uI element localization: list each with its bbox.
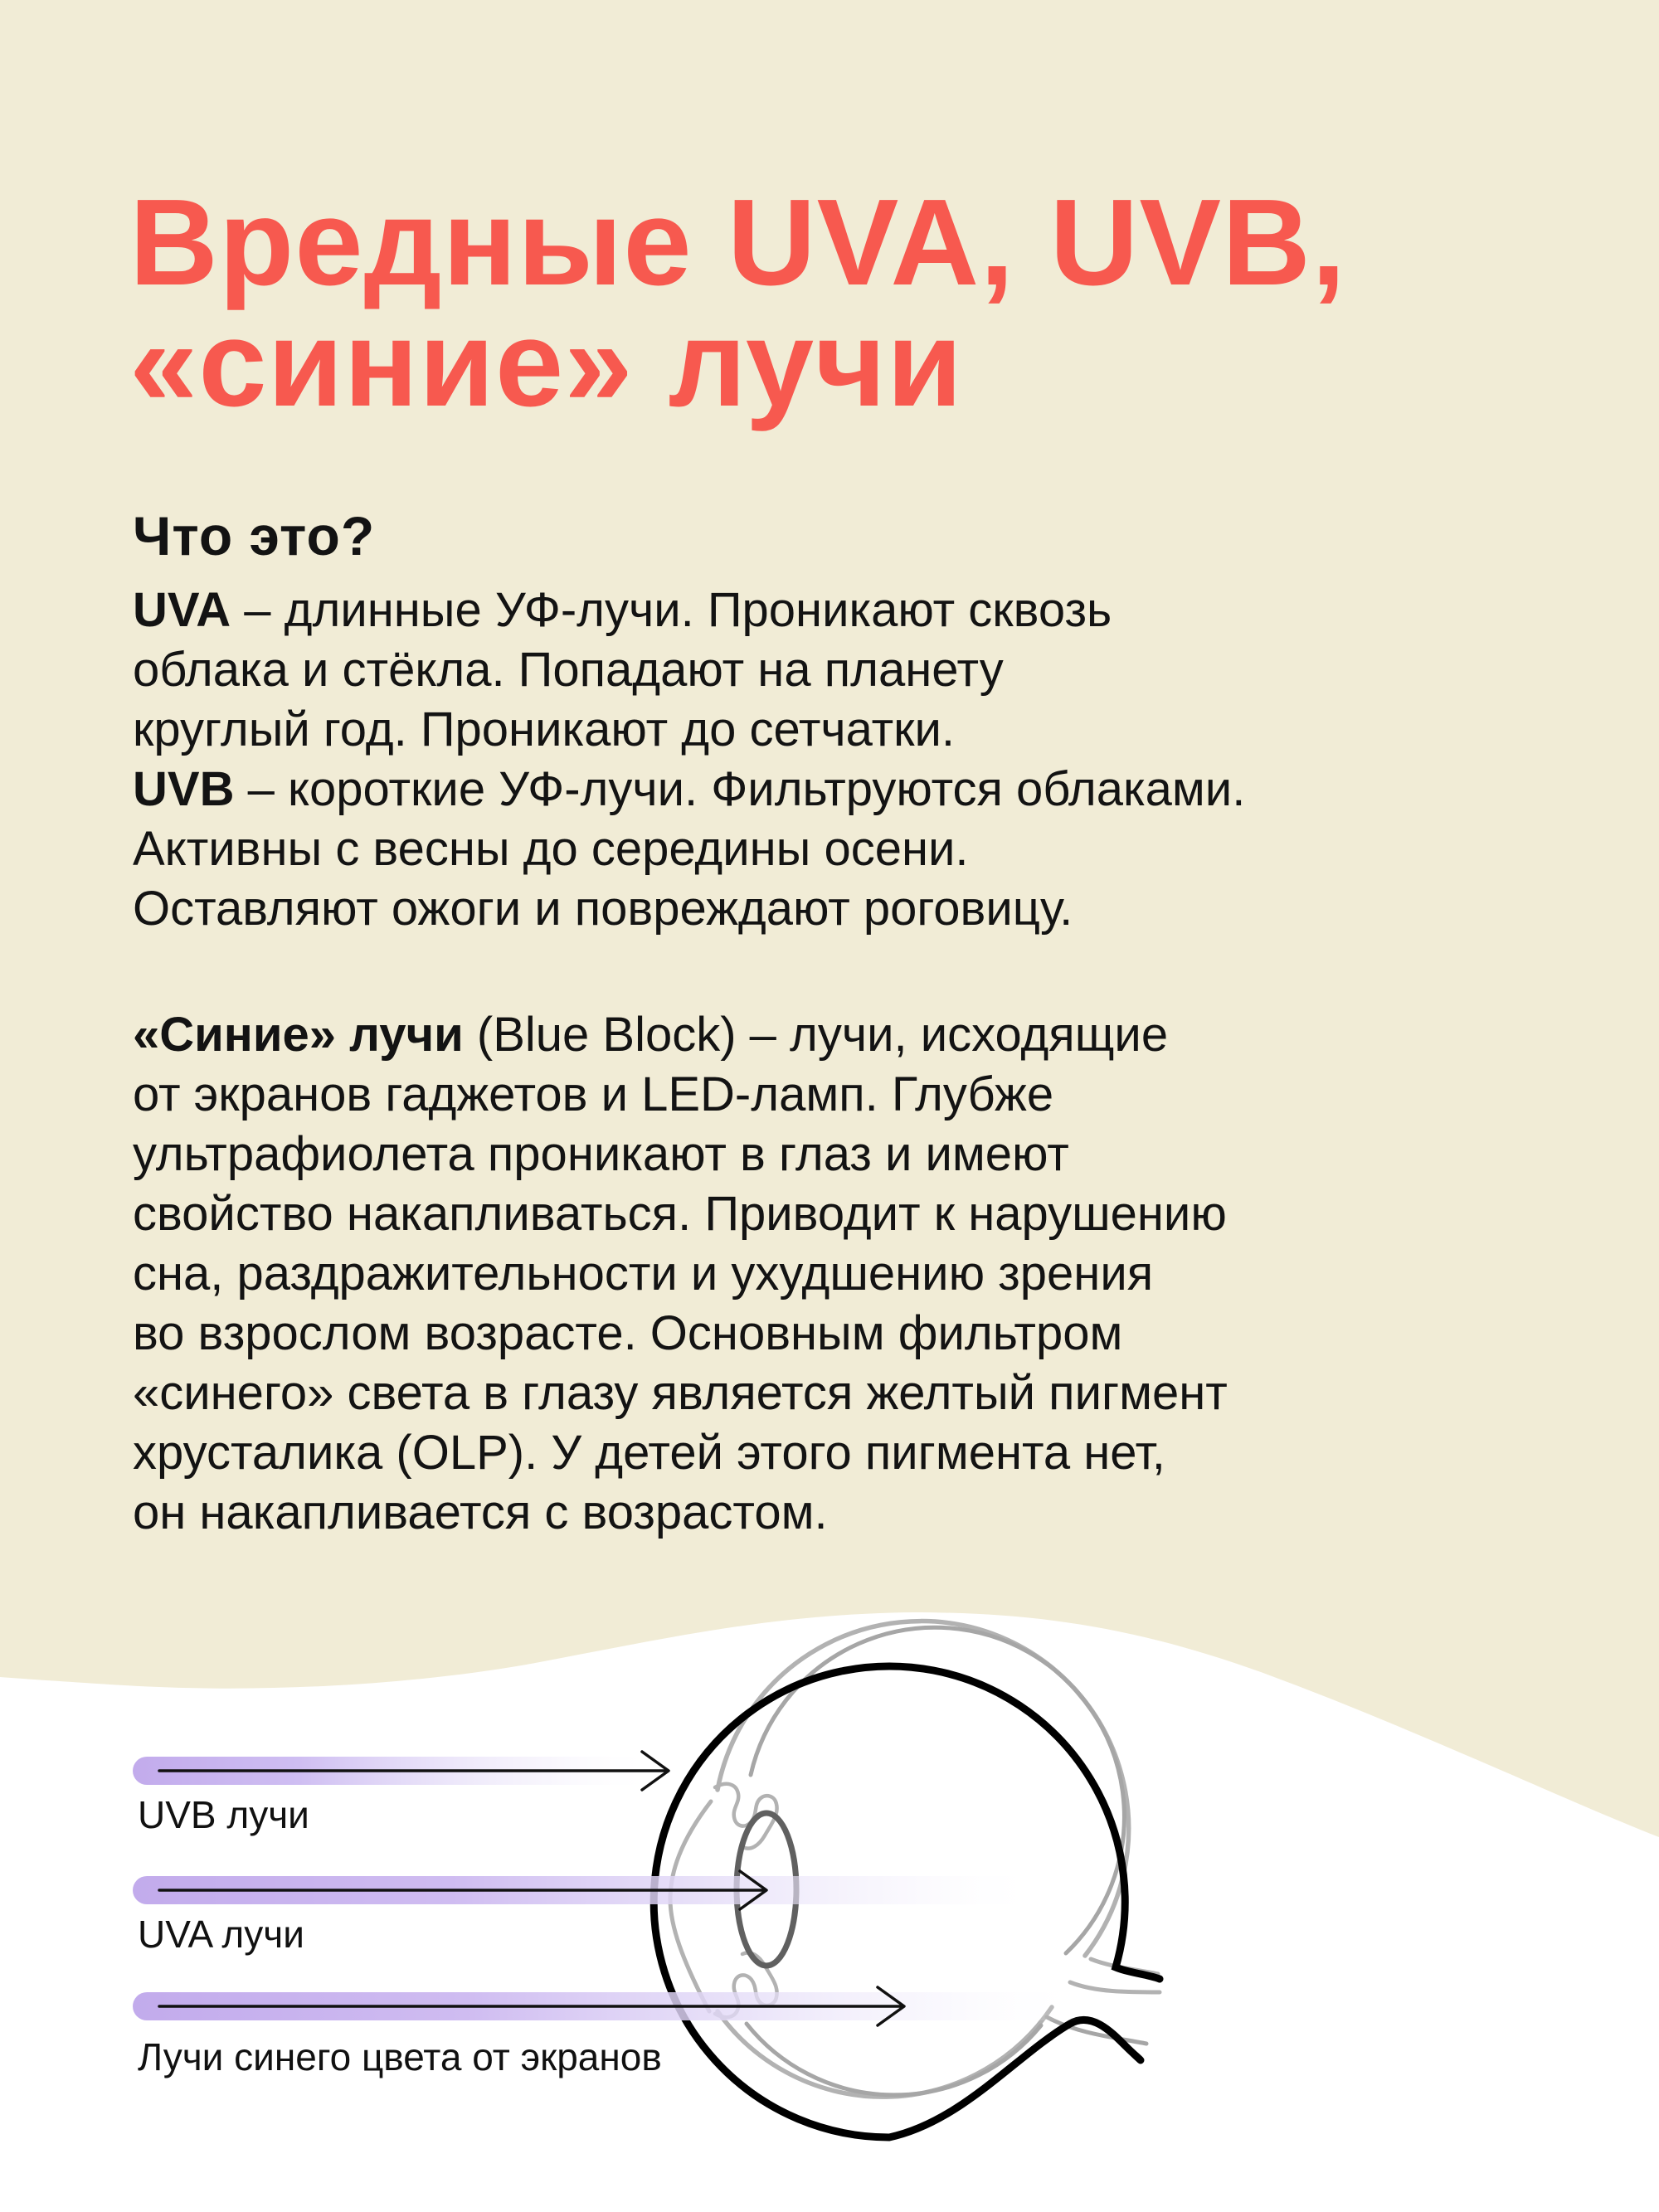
- text-line: UVA – длинные УФ-лучи. Проникают сквозь: [133, 583, 1112, 637]
- eye-diagram: [0, 1576, 1659, 2212]
- text-line: во взрослом возрасте. Основным фильтром: [133, 1306, 1123, 1360]
- text-line: хрусталика (OLP). У детей этого пигмента нет,: [133, 1426, 1165, 1480]
- text-line: Активны с весны до середины осени.: [133, 822, 969, 876]
- text-line: облака и стёкла. Попадают на планету: [133, 643, 1004, 697]
- text-line: от экранов гаджетов и LED-ламп. Глубже: [133, 1067, 1054, 1121]
- page-title: [129, 174, 1347, 432]
- text-line: круглый год. Проникают до сетчатки.: [133, 702, 956, 756]
- bold-term: «Синие» лучи: [133, 1008, 464, 1062]
- text-line: свойство накапливаться. Приводит к нарушению: [133, 1187, 1227, 1241]
- bold-term: UVB: [133, 762, 235, 816]
- eye-retina-inner-bottom: [747, 2024, 1041, 2095]
- paragraph-blue-rays: [133, 1005, 1228, 1543]
- label-uvb-rays: UVB лучи: [138, 1793, 309, 1836]
- title-line-2: «синие» лучи: [129, 295, 964, 432]
- text-line: Оставляют ожоги и повреждают роговицу.: [133, 882, 1073, 936]
- text-line: UVB – короткие УФ-лучи. Фильтруются облаками.: [133, 762, 1246, 816]
- text-line: ультрафиолета проникают в глаз и имеют: [133, 1127, 1069, 1181]
- bold-term: UVA: [133, 583, 231, 637]
- paragraph-uva-uvb: [133, 581, 1245, 939]
- label-uva-rays: UVA лучи: [138, 1913, 304, 1956]
- text-line: он накапливается с возрастом.: [133, 1485, 828, 1539]
- eye-retina-inner-top: [751, 1627, 1124, 1953]
- label-blue-rays: Лучи синего цвета от экранов: [138, 2035, 662, 2078]
- text-line: сна, раздражительности и ухудшению зрения: [133, 1247, 1154, 1300]
- eye-iris-line: [670, 1801, 711, 2011]
- text-line: «Синие» лучи (Blue Block) – лучи, исходящие: [133, 1008, 1169, 1062]
- section-heading: Что это?: [133, 505, 376, 566]
- title-line-1: Вредные UVA, UVB,: [129, 174, 1347, 311]
- text-line: «синего» света в глазу является желтый пигмент: [133, 1366, 1228, 1420]
- optic-nerve-gray-middle: [1070, 1982, 1160, 1992]
